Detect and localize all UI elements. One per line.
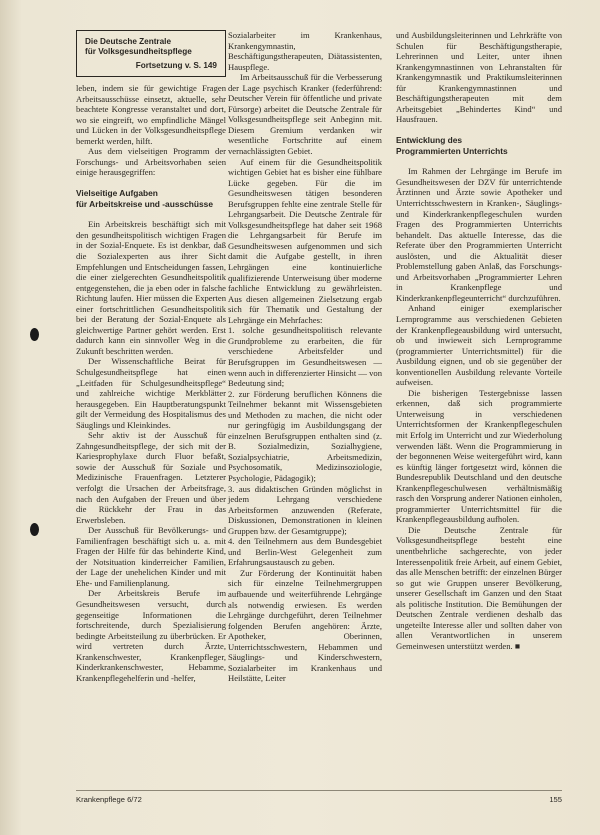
paragraph: Sehr aktiv ist der Ausschuß für Zahngesundheitspflege, der sich mit der Kariesprophylaxe durch Fluor befaßt, sowie der Ausschuß für Soziale und Medizinische Frauenfragen. Letzterer verfolgt die Ursachen der Arbeitsfrage, nach den Aufgaben der Freuen und über die Rückkehr der Frau in das Erwerbsleben. (76, 430, 226, 525)
paragraph: Im Rahmen der Lehrgänge im Berufe im Gesundheitswesen der DZV für unterrichtende Ärztinnen und Ärzte sowie Apotheker und Unterrichtsschwestern in Kranken-, Säuglings- und Kinderkrankenpflegeschulen wurden Fragen des Programmierten Unterrichts behandelt. Das aktuelle Interesse, das die Referate über den Programmierten Unterricht auslösten, und die Aktualität dieser Problemstellung gaben Anlaß, das Forschungs- und Arbeitsvorhaben „Programmierter Lehren in Krankenpflege und Kinderkrankenpflegeunterricht“ durchzuführen. (396, 166, 562, 303)
paragraph: Aus dem vielseitigen Programm der Forschungs- und Arbeitsvorhaben seien einige herausgegriffen: (76, 146, 226, 178)
section-heading-line-1: Vielseitige Aufgaben (76, 188, 158, 199)
paragraph: Die bisherigen Testergebnisse lassen erkennen, daß sich programmierte Unterweisung in verschiedenen Unterrichtsformen der Krankenpflegeschulen mit Erfolg im Unterricht und zur Wiederholung verwenden läßt. Wenn die Programmierung in der begonnenen Weise weitergeführt wird, kann es künftig länger fortgesetzt wird, können die Bundesrepublik Deutschland und den deutsche Krankenpflegeschulwesen verhältnismäßig rasch den Vorsprung anderer Nationen einholen, programmierter Unterrichtsmittel für die Krankenpflegeausbildung aufholen. (396, 387, 562, 525)
box-title-line-2: für Volksgesundheitspflege (85, 47, 192, 56)
footer-rule (76, 790, 562, 791)
page-number: 155 (549, 795, 562, 804)
paragraph: Der Ausschuß für Bevölkerungs- und Familienfragen beschäftigt sich u. a. mit Fragen der Hilfe für das behinderte Kind, der Notsituation kinderreicher Familien, der Lage der unehelichen Kinder und mit Ehe- und Familienplanung. (76, 525, 226, 588)
paragraph: Im Arbeitsausschuß für die Verbesserung der Lage psychisch Kranker (federführend: Deutscher Verein für öffentliche und private Fürsorge) arbeitet die Deutsche Zentrale für Volksgesundheitspflege seit Anbeginn mit. Diesem Gremium verdanken wir wesentliche Fortschritte auf einem vernachlässigten Gebiet. (228, 72, 382, 157)
continuation-box (76, 30, 226, 77)
column-middle (228, 30, 382, 684)
section-heading (396, 135, 562, 155)
paragraph: Auf einem für die Gesundheitspolitik wichtigen Gebiet hat es bisher eine fühlbare Lücke gegeben. Für die im Gesundheitswesen tätigen besonderen Berufsgruppen fehlte eine zentrale Stelle für Lehrgangsarbeit. Die Deutsche Zentrale für Volksgesundheitspflege hat daher seit 1968 die Lehrgangsarbeit für Berufe im Gesundheitswesen aufgenommen und sich damit die Aufgabe gestellt, in ihren Lehrgängen eine kontinuierliche qualifizierende Unterweisung über moderne fachliche Entwicklung zu gewährleisten. Aus diesen allgemeinen Zielsetzung ergab sich für Thematik und Gestaltung der Lehrgänge ein Mehrfaches: (228, 156, 382, 325)
binder-hole (30, 523, 39, 536)
section-heading-line-2: Programmierten Unterrichts (396, 145, 508, 156)
section-heading-line-2: für Arbeitskreise und -ausschüsse (76, 198, 213, 209)
journal-issue: Krankenpflege 6/72 (76, 795, 142, 804)
paragraph: Anhand einiger exemplarischer Lernprogramme aus verschiedenen Gebieten der Krankenpflegeausbildung wird untersucht, ob und inwieweit sich Lernprogramme (programmierter Unterrichtsmittel) für die Ausbildung eignen, und ob sie gegenüber der konventionellen Ausbildung relevante Vorteile aufweisen. (396, 303, 562, 388)
continuation-note: Fortsetzung v. S. 149 (135, 61, 217, 70)
paragraph: Die Deutsche Zentrale für Volksgesundheitspflege besteht eine unentbehrliche sachgerechte, von jeder Interessenpolitik freie Arbeit, auf einem Gebiet, das alle Menschen betrifft: der einzelnen Bürger so gut wie Gruppen unserer Bevölkerung, unserer Gesellschaft im Ganzen und den Staat als politische Institution. Die Bemühungen der Deutschen Zentrale verdienen deshalb das ungeteilte Interesse aller und sollten daher von allen Verantwortlichen in unserem Gemeinwesen unterstützt werden. ■ (396, 524, 562, 651)
paragraph: Zur Förderung der Kontinuität haben sich für einzelne Teilnehmergruppen aufbauende und weiterführende Lehrgänge als notwendig erwiesen. Es werden Lehrgänge durchgeführt, deren Teilnehmer folgenden Berufen angehören: Ärzte, Apotheker, Oberinnen, Unterrichtsschwestern, Hebammen und Säuglings- und Kinderschwestern, Sozialarbeiter im Krankenhaus und Heilstätte, Leiter (228, 567, 382, 684)
paragraph: Der Arbeitskreis Berufe im Gesundheitswesen versucht, durch gegenseitige Informationen die fortschreitende, durch Spezialisierung bedingte Arbeitsteilung zu überbrücken. Er wird vertreten durch Ärzte, Krankenschwester, Krankenpfleger, Kinderkrankenschwester, Hebamme, Krankenpflegehelferin und -helfer, (76, 588, 226, 683)
paragraph: Der Wissenschaftliche Beirat für Schulgesundheitspflege hat einen „Leitfaden für Schulgesundheitspflege“ und zahlreiche wichtige Merkblätter herausgegeben. Ein Hauptberatungspunkt gilt der Vermeidung des Hospitalismus des Säuglings und Kleinkindes. (76, 356, 226, 430)
binder-hole (30, 328, 39, 341)
column-right (396, 30, 562, 651)
list-item: 2. zur Förderung beruflichen Könnens die Teilnehmer bekannt mit Wissensgebieten und Methoden zu machen, die nicht oder nur geringfügig im Ausbildungsgang der einzelnen Berufsgruppen enthalten sind (z. B. Sozialmedizin, Sozialhygiene, Sozialpsychiatrie, Arbeitsmedizin, Psychosomatik, Medizinsoziologie, Psychologie, Pädagogik); (228, 388, 382, 483)
paragraph: leben, indem sie für gewichtige Fragen Arbeitsausschüsse einsetzt, aktuelle, sehr beachtete Kongresse veranstaltet und dort, wo sie eingreift, wo empfindliche Mängel und Lücken in der Volksgesundheitspflege bemerkt werden, hilft. (76, 83, 226, 146)
page-footer (76, 795, 562, 807)
box-title-line-1: Die Deutsche Zentrale (85, 37, 171, 46)
list-item: 4. den Teilnehmern aus dem Bundesgebiet und Berlin-West Gelegenheit zum Erfahrungsaustausch zu geben. (228, 536, 382, 568)
paragraph: und Ausbildungsleiterinnen und Lehrkräfte von Schulen für Beschäftigungstherapie, Lehrerinnen und Leiter, unter ihnen Krankengymnastinnen von Lehranstalten für Krankengymnastik und Praktikumsleiterinnen für Krankengymnastinnen und Beschäftigungstherapeuten mit dem Arbeitsgebiet „Behindertes Kind“ und Hausfrauen. (396, 30, 562, 125)
section-heading-line-1: Entwicklung des (396, 135, 463, 146)
paragraph: Ein Arbeitskreis beschäftigt sich mit den gesundheitspolitisch wichtigen Fragen in der Sozial-Enquete. Es ist denkbar, daß die Sozialexperten aus ihrer Sicht Empfehlungen und Entscheidungen fassen, die einer zielgerechten Gesundheitspolitik entgegenstehen, die ja eben oder in falsche Richtung laufen. Hier müssen die Experten einer fortschrittlichen Gesundheitspolitik bei der Beratung der Sozial-Enquete als gleichwertige Partner gehört werden. Erst dadurch kann ein sinnvoller Weg in die Zukunft beschritten werden. (76, 219, 226, 356)
list-item: 3. aus didaktischen Gründen möglichst in jedem Lehrgang verschiedene Arbeitsformen anzuwenden (Referate, Diskussionen, Demonstrationen in kleinen Gruppen bzw. der Gesamtgruppe); (228, 483, 382, 536)
section-heading (76, 188, 226, 208)
list-item: 1. solche gesundheitspolitisch relevante Grundprobleme zu erarbeiten, die für verschiedene Arbeitsfelder und Berufsgruppen im Gesundheitswesen — wenn auch in differenzierter Hinsicht — von Bedeutung sind; (228, 325, 382, 389)
paragraph: Sozialarbeiter im Krankenhaus, Krankengymnastin, Beschäftigungstherapeuten, Diätassistenten, Hauspflege. (228, 30, 382, 72)
column-left (76, 30, 226, 683)
